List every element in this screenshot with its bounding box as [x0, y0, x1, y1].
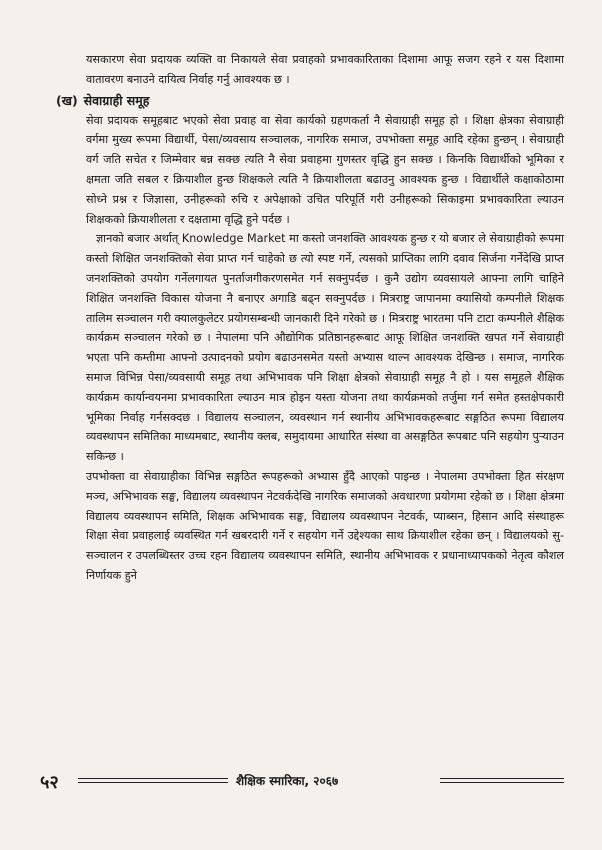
page-number: ५२ — [40, 772, 59, 793]
section-heading — [56, 91, 564, 111]
body-paragraph-2: ज्ञानको बजार अर्थात् Knowledge Market मा कस्तो जनशक्ति आवश्यक हुन्छ र यो बजार ले सेवाग्राहीको रूपमा कस्तो शिक्षित जनशक्तिको सेवा प्राप्त गर्न चाहेको छ त्यो स्पष्ट गर्ने, त्यसको प्राप्तिका लागि दवाव सिर्जना गर्नेदेखि प्राप्त जनशक्तिको उपयोग गर्नेलगायत पुनर्ताजगीकरणसमेत गर्न सक्नुपर्दछ । कुनै उद्योग व्यवसायले आफ्ना लागि चाहिने शिक्षित जनशक्ति विकास योजना नै बनाएर अगाडि बढ्न सक्नुपर्दछ । मित्रराष्ट्र जापानमा क्यासियो कम्पनीले शिक्षक तालिम सञ्चालन गरी क्यालकुलेटर प्रयोगसम्बन्धी जानकारी दिने गरेको छ । मित्रराष्ट्र भारतमा पनि टाटा कम्पनीले शैक्षिक कार्यक्रम सञ्चालन गरेको छ । नेपालमा पनि औद्योगिक प्रतिष्ठानहरूबाट आफू शिक्षित जनशक्ति खपत गर्ने सेवाग्राही भएता पनि कम्तीमा आफ्नो उत्पादनको प्रयोग बढाउनसमेत यस्तो अभ्यास थाल्न आवश्यक देखिन्छ । समाज, नागरिक समाज विभिन्न पेसा/व्यवसायी समूह तथा अभिभावक पनि शिक्षा क्षेत्रको सेवाग्राही समूह नै हो । यस समूहले शैक्षिक कार्यक्रम कार्यान्वयनमा प्रभावकारिता ल्याउन मात्र होइन यस्ता योजना तथा कार्यक्रमको तर्जुमा गर्न समेत हस्तक्षेपकारी भूमिका निर्वाह गर्नसक्दछ । विद्यालय सञ्चालन, व्यवस्थान गर्न स्थानीय अभिभावकहरूबाट सङ्गठित रूपमा विद्यालय व्यवस्थापन समितिका माध्यमबाट, स्थानीय क्लब, समुदायमा आधारित संस्था वा असङ्गठित रूपबाट पनि सहयोग पुऱ्याउन सकिन्छ । — [86, 232, 564, 464]
page-footer — [40, 770, 564, 794]
page-body — [56, 50, 564, 586]
intro-paragraph: यसकारण सेवा प्रदायक व्यक्ति वा निकायले सेवा प्रवाहको प्रभावकारिताका दिशामा आफू सजग रहने र यस दिशामा वातावरण बनाउने दायित्व निर्वाह गर्नु आवश्यक छ । — [86, 53, 564, 86]
body-paragraph-3: उपभोक्ता वा सेवाग्राहीका विभिन्न सङ्गठित रूपहरूको अभ्यास हुँदै आएको पाइन्छ । नेपालमा उपभोक्ता हित संरक्षण मञ्च, अभिभावक सङ्घ, विद्यालय व्यवस्थापन नेटवर्कदेखि नागरिक समाजको अवधारणा प्रयोगमा रहेको छ । शिक्षा क्षेत्रमा विद्यालय व्यवस्थापन समिति, शिक्षक अभिभावक सङ्घ, विद्यालय व्यवस्थापन नेटवर्क, प्याब्सन, हिसान आदि संस्थाहरू शिक्षा सेवा प्रवाहलाई व्यवस्थित गर्न खबरदारी गर्ने र सहयोग गर्ने उद्देश्यका साथ क्रियाशील रहेका छन् । विद्यालयको सु-सञ्चालन र उपलब्धिस्तर उच्च रहन विद्यालय व्यवस्थापन समिति, स्थानीय अभिभावक र प्रधानाध्यापकको नेतृत्व कौशल निर्णायक हुने — [86, 469, 564, 582]
section-marker: (ख) — [56, 92, 78, 108]
body-paragraph-1: सेवा प्रदायक समूहबाट भएको सेवा प्रवाह वा सेवा कार्यको ग्रहणकर्ता नै सेवाग्राही समूह हो । शिक्षा क्षेत्रका सेवाग्राही वर्गमा मुख्य रूपमा विद्यार्थी, पेसा/व्यवसाय सञ्चालक, नागरिक समाज, उपभोक्ता समूह आदि रहेका हुन्छन् । सेवाग्राही वर्ग जति सचेत र जिम्मेवार बन्न सक्छ त्यति नै सेवा प्रवाहमा गुणस्तर वृद्धि हुन सक्छ । किनकि विद्यार्थीको भूमिका र क्षमता जति सबल र क्रियाशील हुन्छ शिक्षकले त्यति नै क्रियाशीलता बढाउनु आवश्यक हुन्छ । विद्यार्थीले कक्षाकोठामा सोध्ने प्रश्न र जिज्ञासा, उनीहरूको रुचि र अपेक्षाको उचित परिपूर्ति गरी उनीहरूको सिकाइमा प्रभावकारिता ल्याउन शिक्षकको क्रियाशीलता र दक्षतामा वृद्धि हुने पर्दछ । — [86, 113, 564, 226]
footer-title: शैक्षिक स्मारिका, २०६७ — [236, 774, 339, 788]
footer-rule-right — [440, 778, 564, 783]
section-title: सेवाग्राही समूह — [83, 92, 150, 108]
footer-rule-left — [78, 778, 228, 783]
